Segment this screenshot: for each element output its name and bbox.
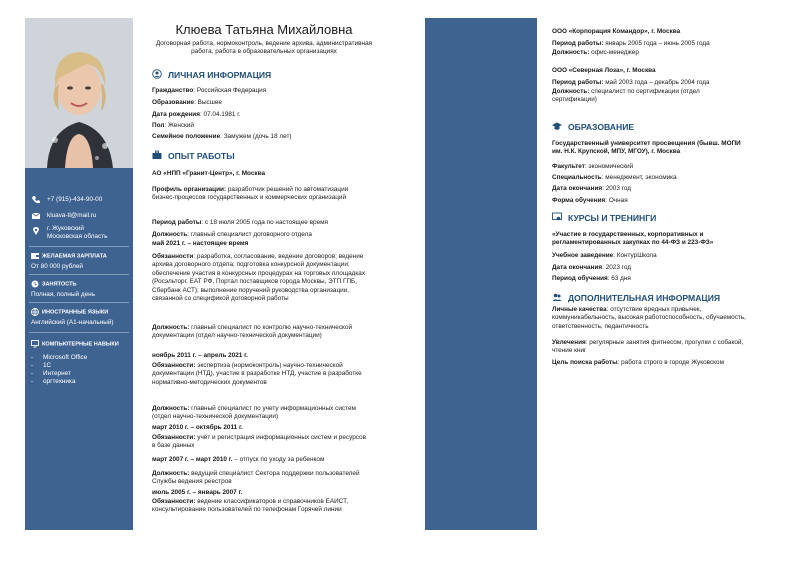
position-3: Должность: главный специалист по учету информационных систем (отдел научно-технической документации) <box>152 405 356 421</box>
duties-2: Обязанности: экспертиза (нормоконтроль) научно-технической документации (НТД), участие в разработке НТД, участие в разработке нормативно-методических документов <box>152 362 362 386</box>
briefcase-icon <box>152 150 162 160</box>
duties-1: Обязанности: разработка, согласование, ведение договоров; ведение архива договорного отдела; подготовка конкурсной документации; обеспечение участия в конкурсных процедурах на торговых площадках (Росэльторг, ЕАТ РФ, Портал поставщиков города Москвы, ЭТП ГПБ, Сбербанк АСТ); выполнение поручений руководства организации, связанной со спецификой договорной работы <box>152 253 366 303</box>
globe-icon <box>31 308 39 316</box>
hobbies: Увлечения: регулярные занятия фитнесом, прогулки с собакой, чтение книг <box>552 339 744 355</box>
date-1: май 2021 г. – настоящее время <box>152 240 249 247</box>
languages-heading: ИНОСТРАННЫЕ ЯЗЫКИ <box>31 308 108 316</box>
salary-heading: ЖЕЛАЕМАЯ ЗАРПЛАТА <box>31 252 107 260</box>
company-3-period: Период работы: май 2003 года – декабрь 2004 года <box>552 79 710 86</box>
list-item: - оргтехника <box>31 378 87 386</box>
citizenship-row: Гражданство: Российская Федерация <box>152 87 267 94</box>
full-name: Клюева Татьяна Михайловна <box>175 22 353 37</box>
specialty-row: Специальность: менеджмент, экономика <box>552 174 677 181</box>
phone-icon <box>31 195 41 204</box>
maternity-leave: март 2007 г. – март 2010 г. – отпуск по уходу за ребенком <box>152 456 325 463</box>
profile-photo <box>25 18 133 168</box>
divider <box>29 332 129 333</box>
user-icon <box>152 69 162 79</box>
experience-heading: ОПЫТ РАБОТЫ <box>152 150 235 161</box>
divider <box>29 302 129 303</box>
duties-3: Обязанности: учёт и регистрация информационных систем и ресурсов в базе данных <box>152 434 367 450</box>
marital-row: Семейное положение: Замужем (дочь 18 лет) <box>152 133 292 140</box>
position-4: Должность: ведущий специалист Сектора поддержки пользователей Службы ведения реестров <box>152 470 360 486</box>
personal-qualities: Личные качества: отсутствие вредных привычек, коммуникабельность, высокая работоспособность, обучаемость, ответственность, педантичность <box>552 306 746 330</box>
work-period: Период работы: с 18 июля 2005 года по настоящее время <box>152 219 328 226</box>
clock-icon <box>31 280 39 288</box>
study-form-row: Форма обучения: Очная <box>552 197 628 204</box>
position-2: Должность: главный специалист по контролю научно-технической документации (отдел научно-технической документации) <box>152 324 353 340</box>
skills-heading: КОМПЬЮТЕРНЫЕ НАВЫКИ <box>31 340 119 348</box>
location-icon <box>31 226 41 235</box>
duties-4: Обязанности: ведение классификаторов и справочников ЕАИСТ, консультирование пользователей по телефонам Горячей линии <box>152 498 349 514</box>
courses-heading: КУРСЫ И ТРЕНИНГИ <box>552 212 656 223</box>
list-item: - Microsoft Office <box>31 354 87 362</box>
email-text: kluava-tl@mail.ru <box>47 212 97 219</box>
date-3: март 2010 г. – октябрь 2011 г. <box>152 424 243 431</box>
list-item: - Интернет <box>31 370 87 378</box>
company-3: ООО «Северная Лоза», г. Москва <box>552 67 656 74</box>
education-row: Образование: Высшее <box>152 99 222 106</box>
course-school-row: Учебное заведение: КонтурШкола <box>552 252 657 259</box>
region-text: Московская область <box>47 233 108 240</box>
company-3-position: Должность: специалист по сертификации (отдел сертификации) <box>552 88 700 104</box>
graduation-row: Дата окончания: 2003 год <box>552 185 632 192</box>
divider <box>29 274 129 275</box>
left-sidebar <box>25 18 133 530</box>
course-name: «Участие в государственных, корпоративных и регламентированных закупках по 44-ФЗ и 223-ФЗ» <box>552 231 714 247</box>
right-sidebar <box>425 18 537 530</box>
wallet-icon <box>31 252 39 260</box>
org-profile: Профиль организации: разработчик решений по автоматизации бизнес-процессов государственных и коммерческих организаций <box>152 186 349 202</box>
divider <box>29 246 129 247</box>
languages-text: Английский (А1-начальный) <box>31 319 114 326</box>
employment-text: Полная, полный день <box>31 291 96 298</box>
company-2-period: Период работы: январь 2005 года – июнь 2005 года <box>552 40 710 47</box>
company-2: ООО «Корпорация Командор», г. Москва <box>552 28 681 35</box>
portrait-image <box>25 18 133 168</box>
computer-icon <box>31 340 39 348</box>
users-icon <box>552 292 562 302</box>
date-2: ноябрь 2011 г. – апрель 2021 г. <box>152 352 248 359</box>
company-2-position: Должность: офис-менеджер <box>552 49 639 56</box>
education-heading: ОБРАЗОВАНИЕ <box>552 121 634 132</box>
birthdate-row: Дата рождения: 07.04.1981 г. <box>152 111 241 118</box>
salary-text: От 80 000 рублей <box>31 263 83 270</box>
faculty-row: Факультет: экономический <box>552 163 634 170</box>
phone-text: +7 (915)-434-90-00 <box>47 196 103 203</box>
list-item: - 1С <box>31 362 87 370</box>
city-text: г. Жуковский <box>47 225 85 232</box>
personal-heading: ЛИЧНАЯ ИНФОРМАЦИЯ <box>152 69 271 80</box>
employment-heading: ЗАНЯТОСТЬ <box>31 280 77 288</box>
job-search-goal: Цель поиска работы: работа строго в городе Жуковском <box>552 359 724 366</box>
position-1: Должность: главный специалист договорного отдела <box>152 231 312 238</box>
subtitle: Договорная работа, нормоконтроль, ведение архива, административная работа, работа в образовательных организациях <box>155 40 373 55</box>
certificate-icon <box>552 212 562 222</box>
graduation-cap-icon <box>552 121 562 131</box>
skills-list <box>31 354 87 386</box>
additional-heading: ДОПОЛНИТЕЛЬНАЯ ИНФОРМАЦИЯ <box>552 292 720 303</box>
course-end-row: Дата окончания: 2023 год <box>552 264 632 271</box>
university-name: Государственный университет просвещения (бывш. МОПИ им. Н.К. Крупской, МПУ, МГОУ), г. Москва <box>552 140 741 156</box>
course-period-row: Период обучения: 63 дня <box>552 275 631 282</box>
company-1: АО «НПП «Гранит-Центр», г. Москва <box>152 170 266 177</box>
gender-row: Пол: Женский <box>152 122 194 129</box>
date-4: июль 2005 г. – январь 2007 г. <box>152 489 243 496</box>
email-icon <box>31 211 41 220</box>
